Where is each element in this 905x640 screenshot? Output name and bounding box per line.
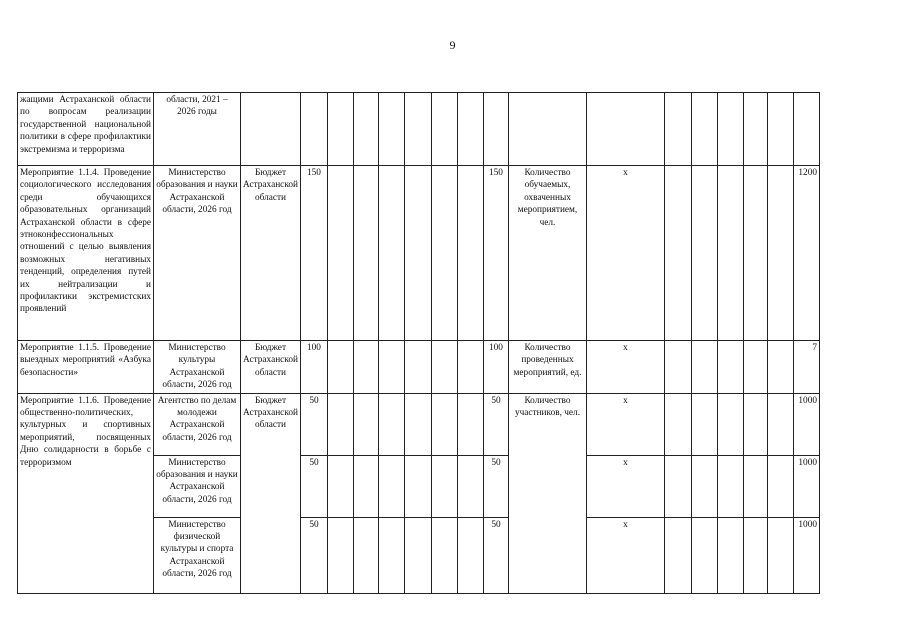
value-cell: 50 — [483, 393, 508, 455]
activity-description: жащими Астраханской области по вопросам реализации государственной национальной политики в сфере профилактики экстремизма и терроризма — [18, 93, 154, 166]
value-cell: 150 — [300, 166, 327, 341]
value-cell: 100 — [483, 341, 508, 394]
value-cell: 100 — [300, 341, 327, 394]
activity-description: Мероприятие 1.1.4. Проведение социологического исследования среди обучающихся образовательных организаций Астраханской области в сфере этноконфессиональных отношений с целью выявления возможных негативных тенденций, определения путей их нейтрализации и профилактики экстремистских проявлений — [18, 166, 154, 341]
executor-cell: Министерство образования и науки Астраханской области, 2026 год — [154, 455, 241, 517]
indicator-cell: Количество обучаемых, охваченных мероприятием, чел. — [508, 166, 586, 341]
activity-description: Мероприятие 1.1.6. Проведение общественно-политических, культурных и спортивных мероприятий, посвященных Дню солидарности в борьбе с терроризмом — [18, 393, 154, 593]
value-cell: 50 — [300, 455, 327, 517]
total-value: 1000 — [793, 393, 819, 455]
x-mark: х — [586, 517, 664, 593]
indicator-cell: Количество участников, чел. — [508, 393, 586, 593]
value-cell: 50 — [300, 393, 327, 455]
funding-source: Бюджет Астраханской области — [241, 166, 301, 341]
page-number: 9 — [449, 38, 456, 52]
total-value: 7 — [793, 341, 819, 394]
x-mark: х — [586, 455, 664, 517]
x-mark: х — [586, 393, 664, 455]
executor-cell: области, 2021 – 2026 годы — [154, 93, 241, 166]
executor-cell: Министерство физической культуры и спорта Астраханской области, 2026 год — [154, 517, 241, 593]
funding-source: Бюджет Астраханской области — [241, 393, 301, 593]
table-row — [18, 341, 820, 394]
executor-cell: Агентство по делам молодежи Астраханской области, 2026 год — [154, 393, 241, 455]
activity-description: Мероприятие 1.1.5. Проведение выездных мероприятий «Азбука безопасности» — [18, 341, 154, 394]
executor-cell: Министерство образования и науки Астраханской области, 2026 год — [154, 166, 241, 341]
table-row — [18, 166, 820, 341]
indicator-cell: Количество проведенных мероприятий, ед. — [508, 341, 586, 394]
total-value: 1200 — [793, 166, 819, 341]
program-activities-table — [17, 92, 820, 594]
value-cell: 50 — [300, 517, 327, 593]
value-cell: 50 — [483, 455, 508, 517]
value-cell: 50 — [483, 517, 508, 593]
executor-cell: Министерство культуры Астраханской области, 2026 год — [154, 341, 241, 394]
table-row — [18, 93, 820, 166]
value-cell: 150 — [483, 166, 508, 341]
funding-source: Бюджет Астраханской области — [241, 341, 301, 394]
x-mark: х — [586, 166, 664, 341]
table-row — [18, 393, 820, 455]
x-mark: х — [586, 341, 664, 394]
total-value: 1000 — [793, 517, 819, 593]
total-value: 1000 — [793, 455, 819, 517]
